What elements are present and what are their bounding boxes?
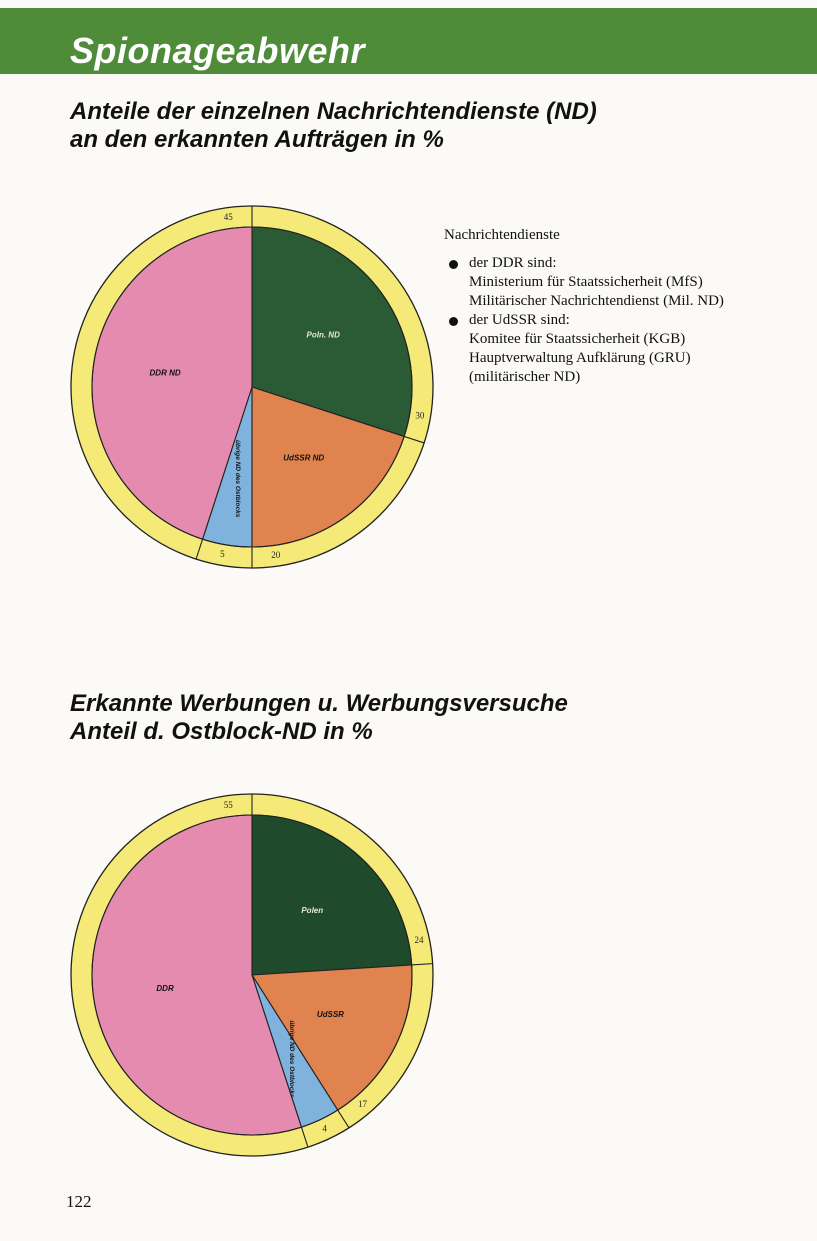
chart-1-title bbox=[70, 98, 597, 154]
legend-group-ddr bbox=[444, 254, 804, 311]
legend-item: (militärischer ND) bbox=[469, 369, 581, 385]
chart-1-title-line-2: an den erkannten Aufträgen in % bbox=[70, 126, 444, 153]
chart-2-title bbox=[70, 690, 568, 746]
slice-value-label: 17 bbox=[358, 1098, 367, 1109]
legend-item: Militärischer Nachrichtendienst (Mil. ND) bbox=[469, 293, 724, 309]
slice-value-label: 5 bbox=[220, 548, 225, 559]
slice-value-label: 24 bbox=[414, 934, 424, 945]
legend-group-title: der DDR sind: bbox=[469, 255, 557, 271]
legend bbox=[444, 226, 804, 387]
slice-label: übrige ND des Ostblocks bbox=[287, 1020, 295, 1098]
legend-item: Komitee für Staatssicherheit (KGB) bbox=[469, 331, 686, 347]
slice-value-label: 55 bbox=[223, 800, 233, 811]
legend-item: Ministerium für Staatssicherheit (MfS) bbox=[469, 274, 703, 290]
chart-2-title-line-2: Anteil d. Ostblock-ND in % bbox=[70, 718, 373, 745]
pie-chart-1 bbox=[60, 192, 450, 582]
legend-group-title: der UdSSR sind: bbox=[469, 312, 570, 328]
slice-label: UdSSR bbox=[316, 1010, 344, 1020]
slice-label: Polen bbox=[301, 905, 324, 915]
chart-2-title-line-1: Erkannte Werbungen u. Werbungsversuche bbox=[70, 690, 568, 717]
bullet-icon bbox=[449, 317, 458, 326]
slice-label: UdSSR ND bbox=[283, 453, 325, 463]
page-number: 122 bbox=[66, 1192, 92, 1211]
slice-value-label: 4 bbox=[322, 1123, 327, 1134]
legend-group-udssr bbox=[444, 311, 804, 387]
header-band bbox=[0, 8, 817, 74]
pie-slice bbox=[252, 815, 412, 975]
bullet-icon bbox=[449, 260, 458, 269]
section-title: Spionageabwehr bbox=[70, 30, 366, 71]
slice-label: DDR bbox=[156, 983, 174, 993]
slice-value-label: 20 bbox=[271, 549, 281, 560]
legend-item: Hauptverwaltung Aufklärung (GRU) bbox=[469, 350, 691, 366]
slice-value-label: 30 bbox=[415, 410, 425, 421]
slice-value-label: 45 bbox=[223, 212, 233, 223]
chart-1-title-line-1: Anteile der einzelnen Nachrichtendienste (ND) bbox=[70, 98, 597, 125]
slice-label: Poln. ND bbox=[306, 330, 340, 340]
slice-label: übrige ND des Ostblocks bbox=[233, 440, 241, 518]
slice-label: DDR ND bbox=[149, 368, 181, 378]
pie-chart-2 bbox=[60, 780, 450, 1170]
legend-heading: Nachrichtendienste bbox=[444, 227, 560, 243]
